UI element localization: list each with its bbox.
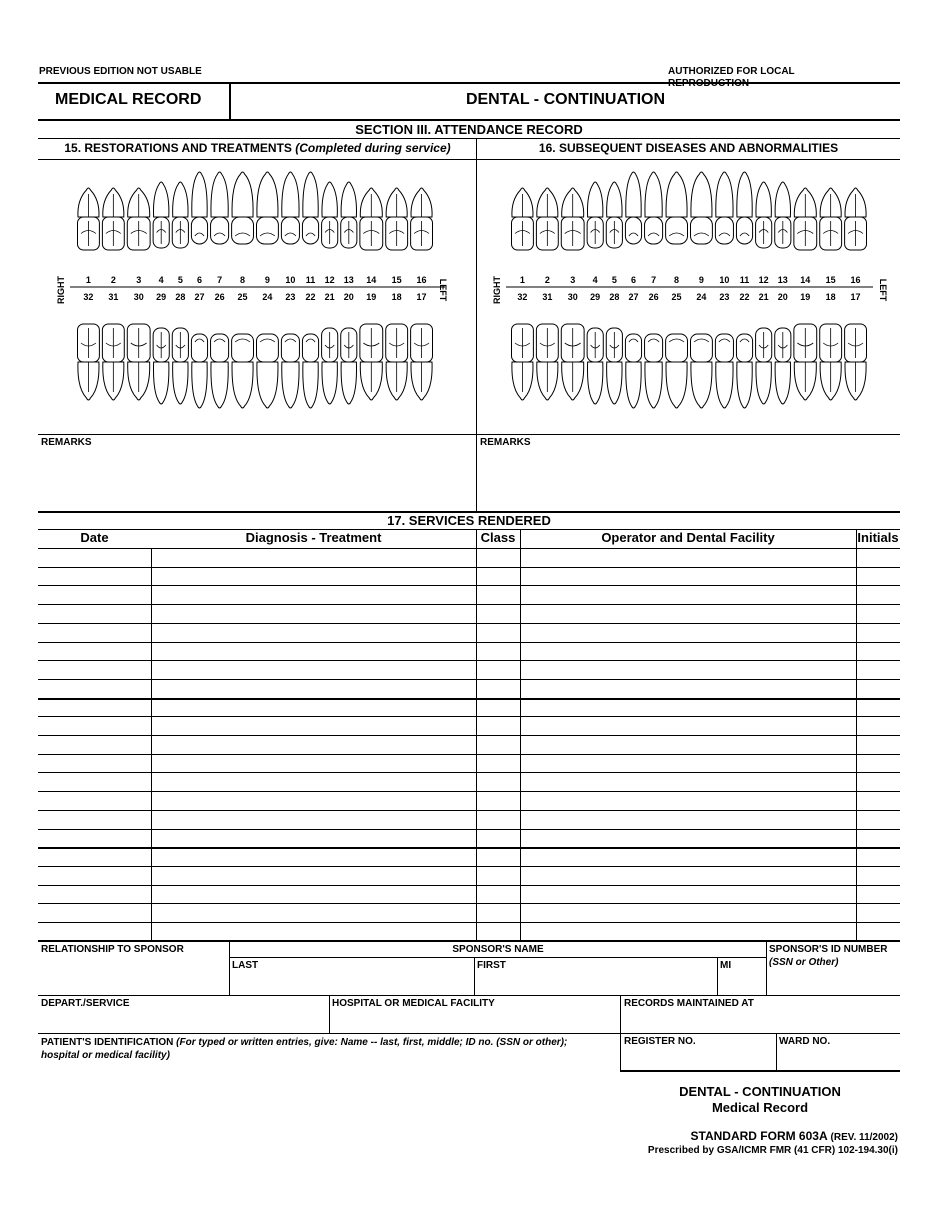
lower-tooth[interactable] — [645, 334, 663, 408]
upper-tooth[interactable] — [411, 188, 433, 250]
lower-tooth[interactable] — [78, 324, 100, 400]
upper-tooth[interactable] — [625, 172, 641, 244]
upper-tooth-number: 15 — [391, 275, 402, 285]
lower-tooth[interactable] — [302, 334, 318, 408]
register-bottom-rule — [620, 1070, 900, 1072]
ward-no-field[interactable] — [778, 1049, 898, 1069]
sponsor-top-rule — [38, 940, 900, 942]
upper-tooth-number: 16 — [850, 275, 861, 285]
chart-top-rule — [38, 159, 900, 160]
upper-tooth[interactable] — [360, 188, 383, 250]
upper-tooth-number: 2 — [544, 275, 550, 285]
patient-id-note: (For typed or written entries, give: Name -- last, first, middle; ID no. (SSN or other); hospital or medical facility) — [41, 1037, 568, 1061]
upper-tooth-number: 10 — [285, 275, 296, 285]
remarks-field-right[interactable] — [478, 450, 898, 510]
first-label: FIRST — [477, 960, 506, 971]
chart-divider — [476, 139, 477, 511]
medical-record-label: MEDICAL RECORD — [55, 91, 202, 108]
upper-tooth-number: 4 — [592, 275, 598, 285]
first-name-field[interactable] — [476, 972, 716, 994]
lower-tooth[interactable] — [257, 334, 279, 408]
lower-tooth-number: 25 — [237, 292, 248, 302]
sponsor-id-field[interactable] — [768, 972, 898, 994]
register-no-label: REGISTER NO. — [624, 1036, 696, 1047]
upper-tooth[interactable] — [736, 172, 752, 244]
col-sep-diagnosis — [476, 529, 477, 940]
upper-tooth-number: 6 — [630, 275, 636, 285]
col16-title: 16. SUBSEQUENT DISEASES AND ABNORMALITIES — [538, 141, 839, 155]
upper-tooth-number: 3 — [136, 275, 142, 285]
relationship-field[interactable] — [40, 970, 227, 994]
upper-tooth-number: 8 — [674, 275, 680, 285]
lower-tooth[interactable] — [322, 328, 338, 404]
last-name-field[interactable] — [231, 972, 473, 994]
prescribed-line: Prescribed by GSA/ICMR FMR (41 CFR) 102-194.30(i) — [647, 1145, 898, 1156]
lower-tooth-number: 20 — [343, 292, 354, 302]
mi-label: MI — [720, 960, 732, 971]
depart-top-rule — [38, 995, 900, 996]
col15-note: (Completed during service) — [295, 141, 451, 155]
upper-tooth-number: 13 — [777, 275, 788, 285]
sponsor-id-label: SPONSOR'S ID NUMBER — [769, 944, 888, 955]
lower-tooth[interactable] — [341, 328, 357, 404]
lower-tooth-numbers — [517, 292, 860, 302]
upper-tooth-number: 5 — [177, 275, 183, 285]
records-maintained-label: RECORDS MAINTAINED AT — [624, 998, 754, 1009]
upper-tooth-number: 11 — [305, 275, 316, 285]
lower-tooth-number: 20 — [777, 292, 788, 302]
lower-tooth[interactable] — [191, 334, 207, 408]
upper-tooth-number: 16 — [416, 275, 427, 285]
table-row[interactable] — [38, 699, 900, 717]
upper-tooth[interactable] — [666, 172, 688, 244]
lower-tooth[interactable] — [211, 334, 229, 408]
upper-tooth[interactable] — [78, 188, 100, 250]
table-row[interactable] — [38, 605, 900, 623]
lower-tooth[interactable] — [127, 324, 150, 400]
lower-tooth-number: 18 — [391, 292, 402, 302]
lower-tooth-number: 30 — [133, 292, 144, 302]
lower-tooth[interactable] — [172, 328, 188, 404]
lower-tooth-number: 23 — [285, 292, 296, 302]
lower-tooth[interactable] — [845, 324, 867, 400]
header-bottom-rule — [38, 119, 900, 121]
upper-teeth — [512, 172, 867, 250]
lower-tooth-number: 21 — [758, 292, 769, 302]
upper-tooth-number: 6 — [196, 275, 202, 285]
form-revision: (REV. 11/2002) — [830, 1132, 898, 1143]
table-row[interactable] — [38, 624, 900, 642]
left-label: LEFT — [878, 278, 888, 302]
lower-tooth-number: 29 — [590, 292, 601, 302]
upper-tooth[interactable] — [794, 188, 817, 250]
col-operator: Operator and Dental Facility — [601, 530, 775, 545]
lower-tooth[interactable] — [386, 324, 408, 400]
last-label: LAST — [232, 960, 259, 971]
lower-tooth-number: 26 — [214, 292, 225, 302]
lower-tooth-number: 32 — [517, 292, 528, 302]
lower-teeth — [78, 324, 433, 408]
depart-label: DEPART./SERVICE — [41, 998, 130, 1009]
upper-tooth-number: 7 — [651, 275, 657, 285]
upper-tooth[interactable] — [191, 172, 207, 244]
upper-tooth[interactable] — [756, 182, 772, 248]
lower-tooth[interactable] — [102, 324, 124, 400]
lower-tooth-number: 24 — [262, 292, 273, 302]
upper-tooth[interactable] — [587, 182, 603, 248]
depart-field[interactable] — [40, 1011, 328, 1032]
header-top-rule — [38, 82, 900, 84]
lower-tooth-number: 22 — [305, 292, 316, 302]
lower-tooth[interactable] — [736, 334, 752, 408]
lower-tooth[interactable] — [411, 324, 433, 400]
remarks-rule — [38, 434, 900, 435]
lower-tooth-number: 27 — [628, 292, 639, 302]
records-maintained-field[interactable] — [622, 1011, 898, 1032]
col-sep-class — [520, 529, 521, 940]
remarks-label-left: REMARKS — [41, 437, 92, 448]
upper-tooth-numbers — [86, 275, 427, 285]
upper-tooth-number: 14 — [800, 275, 811, 285]
lower-tooth-number: 25 — [671, 292, 682, 302]
lower-tooth-numbers — [83, 292, 426, 302]
patient-id-block — [41, 1036, 601, 1062]
lower-tooth-number: 17 — [850, 292, 861, 302]
upper-tooth[interactable] — [606, 182, 622, 248]
upper-tooth-number: 3 — [570, 275, 576, 285]
upper-tooth-number: 10 — [719, 275, 730, 285]
upper-tooth[interactable] — [386, 188, 408, 250]
col-sep-date — [151, 548, 152, 940]
patient-id-label: PATIENT'S IDENTIFICATION — [41, 1037, 174, 1048]
table-row[interactable] — [38, 923, 900, 941]
upper-teeth — [78, 172, 433, 250]
lower-tooth[interactable] — [775, 328, 791, 404]
col-initials: Initials — [857, 530, 899, 545]
table-row[interactable] — [38, 811, 900, 829]
sponsor-sep-3 — [717, 957, 718, 995]
lower-tooth[interactable] — [820, 324, 842, 400]
sponsor-name-label: SPONSOR'S NAME — [452, 944, 544, 955]
upper-tooth[interactable] — [645, 172, 663, 244]
upper-tooth[interactable] — [302, 172, 318, 244]
standard-form-number: STANDARD FORM 603A — [690, 1129, 828, 1143]
lower-tooth[interactable] — [536, 324, 558, 400]
table-row[interactable] — [38, 792, 900, 810]
upper-tooth[interactable] — [775, 182, 791, 248]
sponsor-name-rule — [229, 957, 766, 958]
lower-tooth-number: 30 — [567, 292, 578, 302]
lower-tooth-number: 19 — [366, 292, 377, 302]
lower-tooth[interactable] — [512, 324, 534, 400]
lower-tooth-number: 28 — [609, 292, 620, 302]
section-title: SECTION III. ATTENDANCE RECORD — [355, 122, 583, 137]
register-no-field[interactable] — [622, 1049, 775, 1069]
hospital-label: HOSPITAL OR MEDICAL FACILITY — [332, 998, 495, 1009]
remarks-field-left[interactable] — [38, 450, 475, 510]
upper-tooth[interactable] — [211, 172, 229, 244]
lower-tooth[interactable] — [666, 334, 688, 408]
right-label: RIGHT — [56, 276, 66, 304]
depart-sep — [329, 995, 330, 1033]
ward-no-label: WARD NO. — [779, 1036, 831, 1047]
upper-tooth[interactable] — [561, 188, 584, 250]
patient-top-rule — [38, 1033, 900, 1034]
left-label: LEFT — [438, 278, 448, 302]
upper-tooth-number: 13 — [343, 275, 354, 285]
lower-tooth-number: 18 — [825, 292, 836, 302]
table-row[interactable] — [38, 717, 900, 735]
lower-tooth[interactable] — [691, 334, 713, 408]
upper-tooth-number: 9 — [264, 275, 270, 285]
right-label: RIGHT — [492, 276, 502, 304]
lower-tooth-number: 26 — [648, 292, 659, 302]
lower-tooth[interactable] — [715, 334, 733, 408]
upper-tooth-number: 7 — [217, 275, 223, 285]
upper-tooth[interactable] — [257, 172, 279, 244]
dental-chart-diseases[interactable] — [478, 162, 898, 432]
upper-tooth-number: 11 — [739, 275, 750, 285]
table-row[interactable] — [38, 867, 900, 885]
mi-field[interactable] — [719, 972, 765, 994]
table-row[interactable] — [38, 773, 900, 791]
upper-tooth-number: 1 — [85, 275, 91, 285]
upper-tooth-number: 2 — [110, 275, 116, 285]
upper-tooth-number: 15 — [825, 275, 836, 285]
upper-tooth[interactable] — [153, 182, 169, 248]
upper-tooth-numbers — [520, 275, 861, 285]
upper-tooth[interactable] — [127, 188, 150, 250]
upper-tooth[interactable] — [512, 188, 534, 250]
form-info-title-block — [620, 1084, 900, 1116]
form-title: DENTAL - CONTINUATION — [465, 91, 666, 108]
upper-tooth-number: 4 — [158, 275, 164, 285]
form-info-subtitle: Medical Record — [711, 1100, 809, 1115]
remarks-label-right: REMARKS — [480, 437, 531, 448]
services-title: 17. SERVICES RENDERED — [387, 513, 551, 528]
upper-tooth-number: 12 — [324, 275, 335, 285]
table-row[interactable] — [38, 830, 900, 848]
table-row[interactable] — [38, 680, 900, 698]
lower-tooth[interactable] — [625, 334, 641, 408]
upper-tooth[interactable] — [322, 182, 338, 248]
lower-tooth-number: 29 — [156, 292, 167, 302]
relationship-label: RELATIONSHIP TO SPONSOR — [41, 944, 184, 955]
lower-tooth[interactable] — [587, 328, 603, 404]
lower-tooth-number: 21 — [324, 292, 335, 302]
lower-tooth[interactable] — [794, 324, 817, 400]
upper-tooth[interactable] — [281, 172, 299, 244]
table-row[interactable] — [38, 586, 900, 604]
lower-tooth[interactable] — [360, 324, 383, 400]
previous-edition-note: PREVIOUS EDITION NOT USABLE — [39, 66, 202, 77]
lower-tooth-number: 19 — [800, 292, 811, 302]
lower-tooth-number: 22 — [739, 292, 750, 302]
lower-tooth[interactable] — [561, 324, 584, 400]
upper-tooth[interactable] — [341, 182, 357, 248]
upper-tooth[interactable] — [232, 172, 254, 244]
col-date: Date — [80, 530, 109, 545]
table-row[interactable] — [38, 755, 900, 773]
upper-tooth[interactable] — [691, 172, 713, 244]
lower-tooth-number: 32 — [83, 292, 94, 302]
upper-tooth-number: 8 — [240, 275, 246, 285]
table-row[interactable] — [38, 736, 900, 754]
upper-tooth-number: 14 — [366, 275, 377, 285]
lower-tooth-number: 27 — [194, 292, 205, 302]
form-info-title: DENTAL - CONTINUATION — [679, 1084, 841, 1099]
ward-sep — [776, 1033, 777, 1071]
dental-chart-restorations[interactable] — [40, 162, 474, 432]
sponsor-sep-2 — [474, 957, 475, 995]
col15-title: 15. RESTORATIONS AND TREATMENTS — [64, 141, 292, 155]
lower-teeth — [512, 324, 867, 408]
sponsor-id-note: (SSN or Other) — [769, 957, 839, 968]
upper-tooth[interactable] — [102, 188, 124, 250]
standard-form-line — [691, 1129, 899, 1143]
upper-tooth[interactable] — [820, 188, 842, 250]
section-rule — [38, 138, 900, 139]
patient-id-field[interactable] — [40, 1064, 618, 1164]
lower-tooth-number: 31 — [108, 292, 119, 302]
authorized-note: AUTHORIZED FOR LOCAL — [668, 66, 795, 77]
upper-tooth-number: 9 — [698, 275, 704, 285]
upper-tooth-number: 12 — [758, 275, 769, 285]
table-row[interactable] — [38, 848, 900, 866]
table-row[interactable] — [38, 568, 900, 586]
upper-tooth[interactable] — [845, 188, 867, 250]
col-sep-operator — [856, 529, 857, 940]
lower-tooth-number: 17 — [416, 292, 427, 302]
hospital-field[interactable] — [331, 1011, 619, 1032]
upper-tooth-number: 5 — [611, 275, 617, 285]
lower-tooth-number: 23 — [719, 292, 730, 302]
upper-tooth[interactable] — [715, 172, 733, 244]
lower-tooth[interactable] — [281, 334, 299, 408]
sponsor-sep-4 — [766, 941, 767, 995]
lower-tooth[interactable] — [606, 328, 622, 404]
lower-tooth-number: 24 — [696, 292, 707, 302]
upper-tooth[interactable] — [172, 182, 188, 248]
table-row[interactable] — [38, 904, 900, 922]
upper-tooth[interactable] — [536, 188, 558, 250]
lower-tooth-number: 28 — [175, 292, 186, 302]
col15-heading — [38, 141, 477, 155]
table-row[interactable] — [38, 661, 900, 679]
upper-tooth-number: 1 — [519, 275, 525, 285]
col-class: Class — [480, 530, 516, 545]
lower-tooth[interactable] — [232, 334, 254, 408]
table-row[interactable] — [38, 549, 900, 567]
lower-tooth[interactable] — [756, 328, 772, 404]
lower-tooth[interactable] — [153, 328, 169, 404]
table-row[interactable] — [38, 886, 900, 904]
col-diagnosis: Diagnosis - Treatment — [245, 530, 382, 545]
lower-tooth-number: 31 — [542, 292, 553, 302]
table-row[interactable] — [38, 643, 900, 661]
